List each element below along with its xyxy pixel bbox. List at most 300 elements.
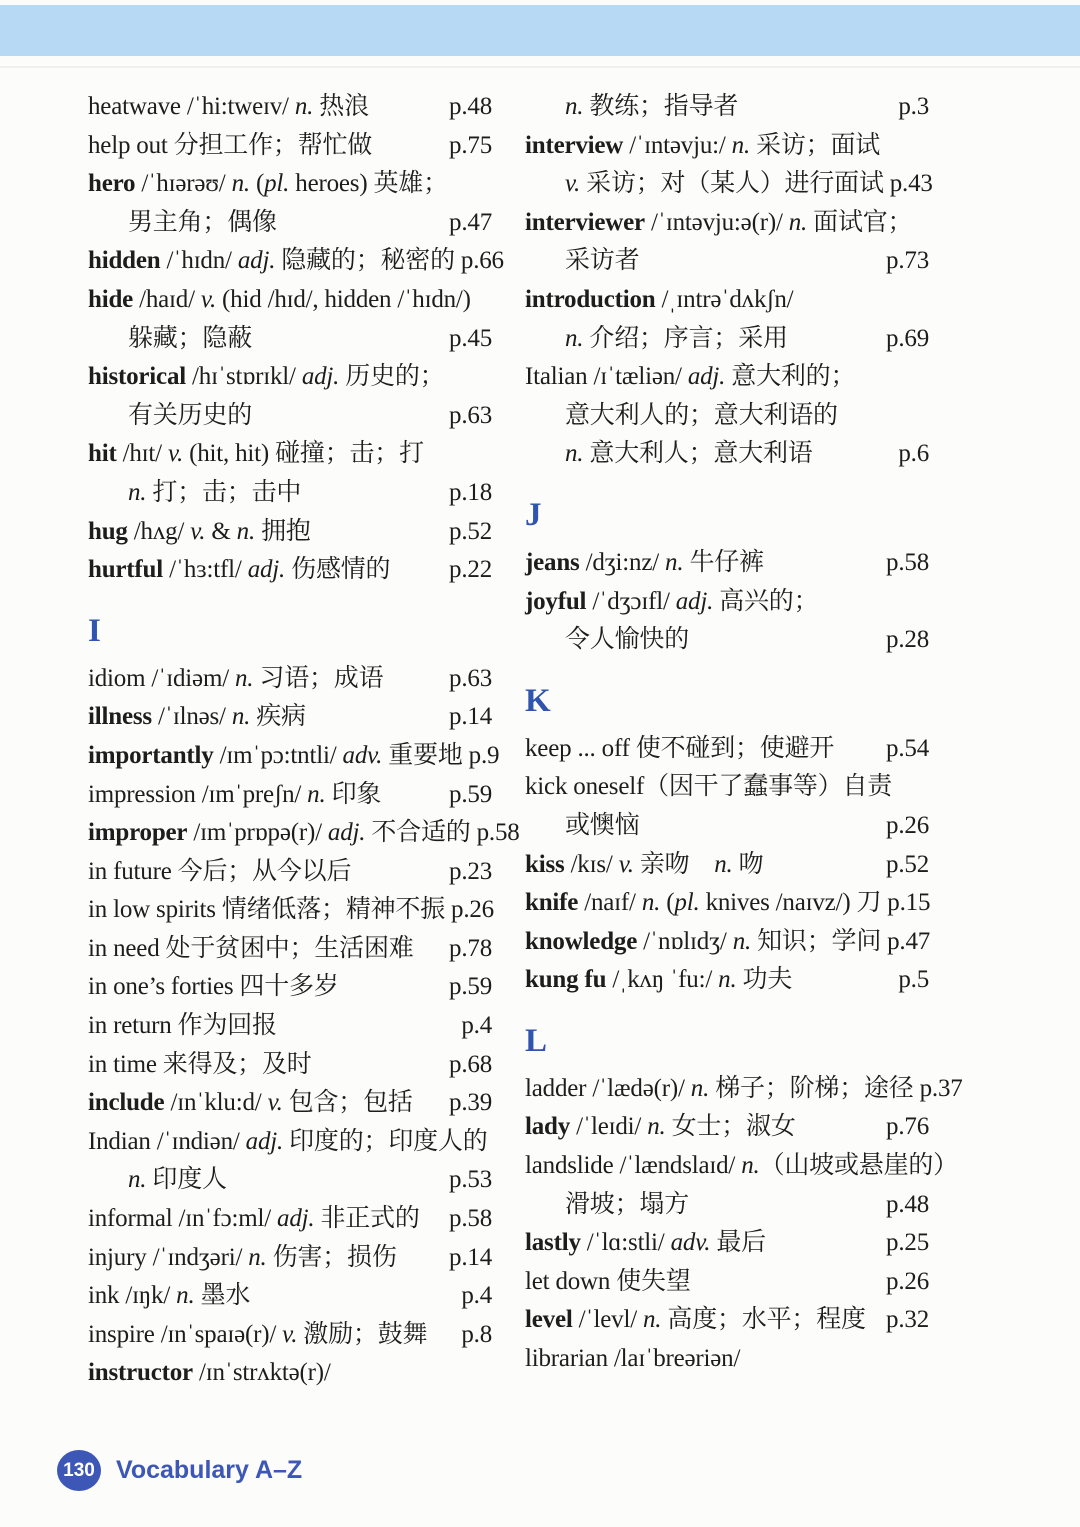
- entry-text: [525, 320, 788, 359]
- entry-text: [525, 768, 892, 807]
- entry-text: [525, 127, 880, 166]
- page-ref: p.54: [886, 734, 929, 762]
- vocab-line: [88, 88, 492, 127]
- vocab-line: [525, 204, 929, 243]
- entry-segment: 印象: [325, 780, 382, 808]
- entry-segment: 热浪: [313, 93, 369, 120]
- entry-text: [88, 853, 351, 892]
- entry-segment: /ˈhɪərəʊ/: [135, 170, 232, 198]
- entry-text: [525, 1224, 766, 1263]
- entry-segment: 采访者: [565, 247, 640, 275]
- entry-segment: /dʒi:nz/: [579, 548, 666, 576]
- section-letter: K: [525, 682, 551, 719]
- part-of-speech: v.: [282, 1320, 298, 1348]
- part-of-speech: n.: [307, 780, 326, 808]
- entry-text: [88, 358, 445, 397]
- page-ref: p.48: [449, 93, 492, 120]
- part-of-speech: adj.: [675, 587, 714, 615]
- entry-text: [525, 961, 792, 1000]
- entry-text: [88, 165, 448, 204]
- page-ref: p.58: [886, 548, 929, 576]
- entry-segment: librarian /laɪˈbreəriən/: [525, 1345, 741, 1373]
- entry-segment: illness: [88, 703, 152, 731]
- entry-segment: /ɪnˈstrʌktə(r)/: [192, 1359, 331, 1387]
- part-of-speech: pl.: [264, 170, 290, 198]
- vocab-line: [88, 1316, 492, 1355]
- entry-segment: let down 使失望: [525, 1267, 691, 1295]
- page-ref: p.25: [886, 1229, 929, 1257]
- entry-segment: 重要地: [382, 741, 463, 769]
- page-ref: p.43: [889, 170, 933, 198]
- part-of-speech: v.: [267, 1089, 283, 1117]
- vocab-line: [88, 698, 492, 737]
- page-ref: p.5: [898, 966, 929, 994]
- entry-segment: knives /naɪvz/) 刀: [699, 889, 882, 917]
- entry-segment: lady: [525, 1113, 571, 1141]
- part-of-speech: n.: [231, 170, 250, 198]
- entry-segment: interviewer: [525, 208, 645, 236]
- entry-segment: /ˈɪlnəs/: [151, 703, 232, 731]
- page-ref: p.14: [449, 703, 492, 731]
- entry-segment: keep ... off 使不碰到；使避开: [525, 734, 835, 762]
- vocab-line: [525, 397, 929, 436]
- part-of-speech: adj.: [327, 819, 366, 847]
- entry-segment: Indian /ˈɪndiən/: [88, 1127, 246, 1155]
- entry-segment: 疾病: [250, 703, 306, 731]
- entry-text: [525, 544, 764, 583]
- entry-text: [88, 891, 445, 930]
- entry-segment: historical: [88, 363, 186, 391]
- entry-segment: instructor: [88, 1359, 193, 1387]
- entry-segment: 历史的；: [339, 363, 445, 391]
- column-left: [88, 88, 520, 1393]
- vocab-line: [525, 961, 929, 1000]
- entry-segment: ladder /ˈlædə(r)/: [525, 1074, 691, 1102]
- entry-text: [525, 435, 813, 474]
- entry-text: [88, 1161, 227, 1200]
- part-of-speech: adj.: [237, 247, 276, 275]
- entry-text: [88, 474, 301, 513]
- entry-text: [525, 397, 838, 436]
- entry-segment: landslide /ˈlændslaɪd/: [525, 1152, 742, 1180]
- page-ref: p.52: [886, 850, 929, 878]
- entry-text: [88, 968, 339, 1007]
- entry-segment: include: [88, 1089, 165, 1117]
- entry-segment: help out 分担工作；帮忙做: [88, 131, 373, 159]
- entry-segment: 拥抱: [255, 517, 311, 545]
- entry-segment: /hʌg/: [127, 517, 191, 545]
- part-of-speech: n.: [788, 208, 808, 236]
- entry-segment: /ˈhi:tweɪv/: [186, 93, 295, 120]
- part-of-speech: n.: [565, 440, 584, 468]
- vocab-line: [525, 358, 929, 397]
- entry-segment: 亲吻: [633, 850, 715, 878]
- entry-segment: 牛仔裤: [683, 548, 764, 576]
- vocab-line: [88, 930, 492, 969]
- entry-text: [88, 281, 471, 320]
- part-of-speech: adv.: [670, 1229, 711, 1257]
- entry-text: [88, 1239, 397, 1278]
- section-letter: L: [525, 1022, 548, 1059]
- entry-segment: 印度人: [146, 1166, 227, 1194]
- entry-segment: 或懊恼: [565, 811, 640, 839]
- part-of-speech: v.: [565, 170, 581, 198]
- part-of-speech: n.: [665, 548, 684, 576]
- part-of-speech: n.: [718, 966, 737, 994]
- vocab-line: [88, 1239, 492, 1278]
- page-ref: p.28: [886, 626, 929, 654]
- part-of-speech: v.: [618, 850, 634, 878]
- entry-segment: (: [249, 170, 265, 198]
- entry-segment: in return 作为回报: [88, 1012, 277, 1040]
- entry-segment: informal /ɪnˈfɔ:ml/: [88, 1205, 278, 1233]
- entry-segment: /naɪf/: [578, 889, 642, 917]
- vocab-line: [88, 891, 492, 930]
- entry-text: [88, 737, 463, 776]
- vocab-line: [525, 127, 929, 166]
- vocab-line: [88, 737, 500, 776]
- page-ref: p.4: [461, 1012, 492, 1040]
- entry-segment: hidden: [88, 247, 161, 275]
- page-ref: p.37: [919, 1074, 963, 1102]
- page-ref: p.78: [449, 934, 492, 962]
- entry-text: [88, 397, 252, 436]
- footer-section-label: Vocabulary A–Z: [116, 1456, 303, 1484]
- entry-segment: introduction: [525, 285, 656, 313]
- entry-segment: /ˌkʌŋ ˈfu:/: [606, 966, 719, 994]
- vocab-line: [88, 127, 492, 166]
- column-right: [525, 88, 963, 1393]
- entry-segment: /ˌɪntrəˈdʌkʃn/: [655, 285, 794, 313]
- entry-segment: importantly: [88, 741, 214, 769]
- vocab-line: [525, 1108, 929, 1147]
- page-ref: p.4: [461, 1282, 492, 1310]
- entry-segment: 激励；鼓舞: [297, 1320, 428, 1348]
- part-of-speech: adj.: [277, 1205, 315, 1233]
- entry-segment: 非正式的: [314, 1205, 420, 1233]
- entry-segment: 有关历史的: [128, 401, 253, 429]
- section-letter: J: [525, 496, 542, 533]
- part-of-speech: n.: [714, 850, 733, 878]
- entry-segment: (hid /hɪd/, hidden /ˈhɪdn/): [216, 285, 471, 313]
- entry-segment: /ˈhɪdn/: [160, 247, 238, 275]
- entry-segment: 最后: [710, 1229, 766, 1257]
- entry-text: [525, 846, 763, 885]
- entry-segment: /haɪd/: [133, 285, 201, 313]
- entry-text: [525, 730, 834, 769]
- entry-segment: 面试官；: [807, 208, 913, 236]
- part-of-speech: n.: [128, 478, 147, 506]
- vocab-line: [525, 1340, 929, 1379]
- page-ref: p.26: [451, 896, 494, 924]
- page-ref: p.63: [449, 664, 492, 692]
- vocab-line: [525, 1263, 929, 1302]
- entry-text: [88, 1123, 488, 1162]
- page-edge-line: [0, 66, 1080, 68]
- entry-segment: in one’s forties 四十多岁: [88, 973, 339, 1001]
- entry-segment: lastly: [525, 1229, 581, 1257]
- page-footer: [57, 1450, 302, 1491]
- vocab-line: [88, 968, 492, 1007]
- entry-segment: 墨水: [194, 1282, 251, 1310]
- entry-segment: kick oneself（因干了蠢事等）自责: [525, 773, 893, 801]
- entry-segment: in need 处于贫困中；生活困难: [88, 934, 414, 962]
- vocab-line: [525, 730, 929, 769]
- entry-segment: (hit, hit) 碰撞；击；打: [183, 440, 424, 468]
- vocab-line: [525, 544, 929, 583]
- vocab-line: [88, 474, 492, 513]
- page-ref: p.6: [898, 440, 929, 468]
- entry-segment: 滑坡；塌方: [565, 1190, 690, 1218]
- page-ref: p.39: [449, 1089, 492, 1117]
- entry-segment: /ɪmˈprɒpə(r)/: [187, 819, 328, 847]
- entry-text: [525, 1108, 796, 1147]
- vocab-line: [525, 1301, 929, 1340]
- page-ref: p.8: [461, 1320, 492, 1348]
- page-ref: p.14: [449, 1243, 492, 1271]
- part-of-speech: adj.: [301, 363, 340, 391]
- entry-text: [525, 621, 689, 660]
- entry-text: [525, 1147, 958, 1186]
- entry-segment: 意大利人的；意大利语的: [565, 401, 838, 429]
- part-of-speech: adj.: [245, 1127, 284, 1155]
- vocab-line: [88, 853, 492, 892]
- part-of-speech: n.: [235, 664, 254, 692]
- entry-text: [88, 127, 372, 166]
- entry-text: [88, 698, 306, 737]
- part-of-speech: n.: [732, 927, 752, 955]
- part-of-speech: n.: [565, 93, 584, 120]
- page-ref: p.66: [460, 247, 504, 275]
- entry-text: [88, 1316, 427, 1355]
- part-of-speech: n.: [647, 1113, 666, 1141]
- vocab-line: [88, 320, 492, 359]
- page-ref: p.18: [449, 478, 492, 506]
- entry-text: [88, 320, 252, 359]
- entry-segment: 习语；成语: [253, 664, 384, 692]
- vocab-line: [525, 88, 929, 127]
- entry-segment: /ˈleɪdi/: [570, 1113, 648, 1141]
- page-ref: p.15: [887, 889, 931, 917]
- vocab-line: [525, 884, 929, 923]
- page-ref: p.59: [449, 780, 492, 808]
- page-ref: p.47: [449, 208, 492, 236]
- entry-text: [525, 583, 818, 622]
- entry-text: [88, 930, 414, 969]
- part-of-speech: n.: [128, 1166, 147, 1194]
- vocab-line: [525, 320, 929, 359]
- page-ref: p.58: [449, 1205, 492, 1233]
- page-ref: p.75: [449, 131, 492, 159]
- entry-segment: hero: [88, 170, 136, 198]
- entry-text: [525, 1340, 740, 1379]
- entry-segment: /ˈlɑ:stli/: [580, 1229, 671, 1257]
- entry-segment: heroes) 英雄；: [289, 170, 448, 198]
- entry-text: [525, 884, 881, 923]
- vocab-line: [88, 513, 492, 552]
- page-ref: p.52: [449, 517, 492, 545]
- entry-segment: 采访；面试: [750, 131, 881, 159]
- page-ref: p.3: [898, 93, 929, 120]
- part-of-speech: pl.: [674, 889, 700, 917]
- vocab-line: [525, 165, 933, 204]
- part-of-speech: n.: [690, 1074, 710, 1102]
- vocab-line: [88, 1084, 492, 1123]
- entry-segment: 不合适的: [365, 819, 471, 847]
- part-of-speech: adj.: [687, 363, 726, 391]
- page-ref: p.47: [887, 927, 931, 955]
- vocab-line: [88, 397, 492, 436]
- entry-text: [525, 807, 639, 846]
- entry-segment: /ɪnˈklu:d/: [164, 1089, 268, 1117]
- page-ref: p.63: [449, 401, 492, 429]
- vocab-line: [525, 807, 929, 846]
- entry-text: [88, 814, 471, 853]
- entry-segment: inspire /ɪnˈspaɪə(r)/: [88, 1320, 283, 1348]
- vocabulary-page-content: [88, 88, 963, 1393]
- page-ref: p.26: [886, 1267, 929, 1295]
- vocab-line: [525, 621, 929, 660]
- entry-text: [88, 660, 383, 699]
- entry-segment: /ˈnɒlɪdʒ/: [637, 927, 733, 955]
- entry-segment: 令人愉快的: [565, 626, 690, 654]
- vocab-line: [88, 281, 492, 320]
- page-ref: p.23: [449, 857, 492, 885]
- part-of-speech: n.: [236, 517, 256, 545]
- entry-text: [88, 435, 424, 474]
- entry-text: [525, 1263, 691, 1302]
- vocab-line: [525, 583, 929, 622]
- vocab-line: [525, 1186, 929, 1225]
- entry-segment: 躲藏；隐蔽: [128, 324, 253, 352]
- entry-text: [525, 204, 912, 243]
- part-of-speech: n.: [643, 1306, 662, 1334]
- entry-segment: hit: [88, 440, 117, 468]
- entry-segment: 知识；学问: [751, 927, 882, 955]
- entry-segment: 伤害；损伤: [266, 1243, 397, 1271]
- entry-text: [88, 1084, 413, 1123]
- part-of-speech: n.: [731, 131, 751, 159]
- entry-segment: 介绍；序言；采用: [583, 324, 788, 352]
- entry-segment: /ˈdʒɔɪfl/: [586, 587, 676, 615]
- entry-segment: 意大利人；意大利语: [583, 440, 813, 468]
- entry-segment: knife: [525, 889, 579, 917]
- vocab-line: [88, 1046, 492, 1085]
- entry-segment: hide: [88, 285, 134, 313]
- entry-text: [88, 551, 390, 590]
- entry-text: [88, 1007, 277, 1046]
- entry-segment: （山坡或悬崖的）: [759, 1152, 958, 1180]
- entry-segment: level: [525, 1306, 573, 1334]
- vocab-line: [525, 435, 929, 474]
- entry-segment: impression /ɪmˈpreʃn/: [88, 780, 308, 808]
- entry-segment: 隐藏的；秘密的: [275, 247, 455, 275]
- entry-segment: 高度；水平；程度: [661, 1306, 866, 1334]
- page-ref: p.68: [449, 1050, 492, 1078]
- entry-segment: /ˈɪntəvju:/: [623, 131, 732, 159]
- entry-segment: /hɪˈstɒrɪkl/: [186, 363, 302, 391]
- entry-segment: joyful: [525, 587, 587, 615]
- entry-segment: /ɪmˈpɔ:tntli/: [213, 741, 343, 769]
- entry-text: [525, 923, 881, 962]
- vocab-line: [88, 551, 492, 590]
- entry-text: [525, 358, 855, 397]
- vocab-line: [525, 242, 929, 281]
- page-ref: p.22: [449, 556, 492, 584]
- part-of-speech: n.: [565, 324, 584, 352]
- entry-text: [88, 88, 369, 127]
- entry-segment: 梯子；阶梯；途径: [709, 1074, 914, 1102]
- entry-text: [88, 513, 311, 552]
- part-of-speech: n.: [176, 1282, 195, 1310]
- vocab-line: [525, 281, 929, 320]
- part-of-speech: n.: [248, 1243, 267, 1271]
- vocab-line: [88, 1123, 492, 1162]
- entry-text: [88, 1277, 250, 1316]
- entry-segment: 印度的；印度人的: [283, 1127, 488, 1155]
- entry-segment: /ˈɪntəvju:ə(r)/: [644, 208, 789, 236]
- page-ref: p.58: [476, 819, 520, 847]
- entry-segment: 采访；对（某人）进行面试: [580, 170, 884, 198]
- vocab-line: [525, 1070, 963, 1109]
- entry-segment: /ˈhɜ:tfl/: [163, 556, 248, 584]
- entry-text: [88, 204, 277, 243]
- entry-segment: hurtful: [88, 556, 164, 584]
- entry-segment: kiss: [525, 850, 565, 878]
- part-of-speech: n.: [294, 93, 314, 120]
- entry-segment: 男主角；偶像: [128, 208, 277, 236]
- entry-text: [525, 1301, 866, 1340]
- entry-segment: in future 今后；从今以后: [88, 857, 352, 885]
- entry-text: [88, 1354, 331, 1393]
- entry-segment: /hɪt/: [116, 440, 168, 468]
- vocab-line: [88, 1200, 492, 1239]
- vocab-line: [88, 165, 492, 204]
- vocab-line: [88, 1007, 492, 1046]
- page-ref: p.76: [886, 1113, 929, 1141]
- entry-text: [88, 242, 455, 281]
- vocab-line: [88, 1161, 492, 1200]
- entry-segment: ink /ɪŋk/: [88, 1282, 177, 1310]
- entry-segment: in low spirits 情绪低落；精神不振: [88, 896, 446, 924]
- part-of-speech: v.: [190, 517, 206, 545]
- entry-text: [525, 88, 738, 127]
- entry-segment: heatwave: [88, 93, 187, 120]
- page-ref: p.26: [886, 811, 929, 839]
- page-ref: p.53: [449, 1166, 492, 1194]
- entry-segment: (: [660, 889, 675, 917]
- top-band: [0, 5, 1080, 56]
- vocab-line: [525, 923, 929, 962]
- part-of-speech: adj.: [247, 556, 286, 584]
- entry-text: [88, 776, 381, 815]
- part-of-speech: n.: [641, 889, 661, 917]
- entry-text: [88, 1046, 312, 1085]
- entry-text: [88, 1200, 420, 1239]
- vocab-line: [88, 204, 492, 243]
- part-of-speech: n.: [231, 703, 251, 731]
- page-ref: p.73: [886, 247, 929, 275]
- entry-segment: 女士；淑女: [665, 1113, 796, 1141]
- entry-text: [525, 281, 793, 320]
- vocab-line: [88, 814, 520, 853]
- entry-segment: interview: [525, 131, 624, 159]
- page-ref: p.69: [886, 324, 929, 352]
- entry-segment: Italian /ɪˈtæliən/: [525, 363, 688, 391]
- vocab-line: [88, 660, 492, 699]
- entry-text: [525, 165, 884, 204]
- part-of-speech: v.: [167, 440, 184, 468]
